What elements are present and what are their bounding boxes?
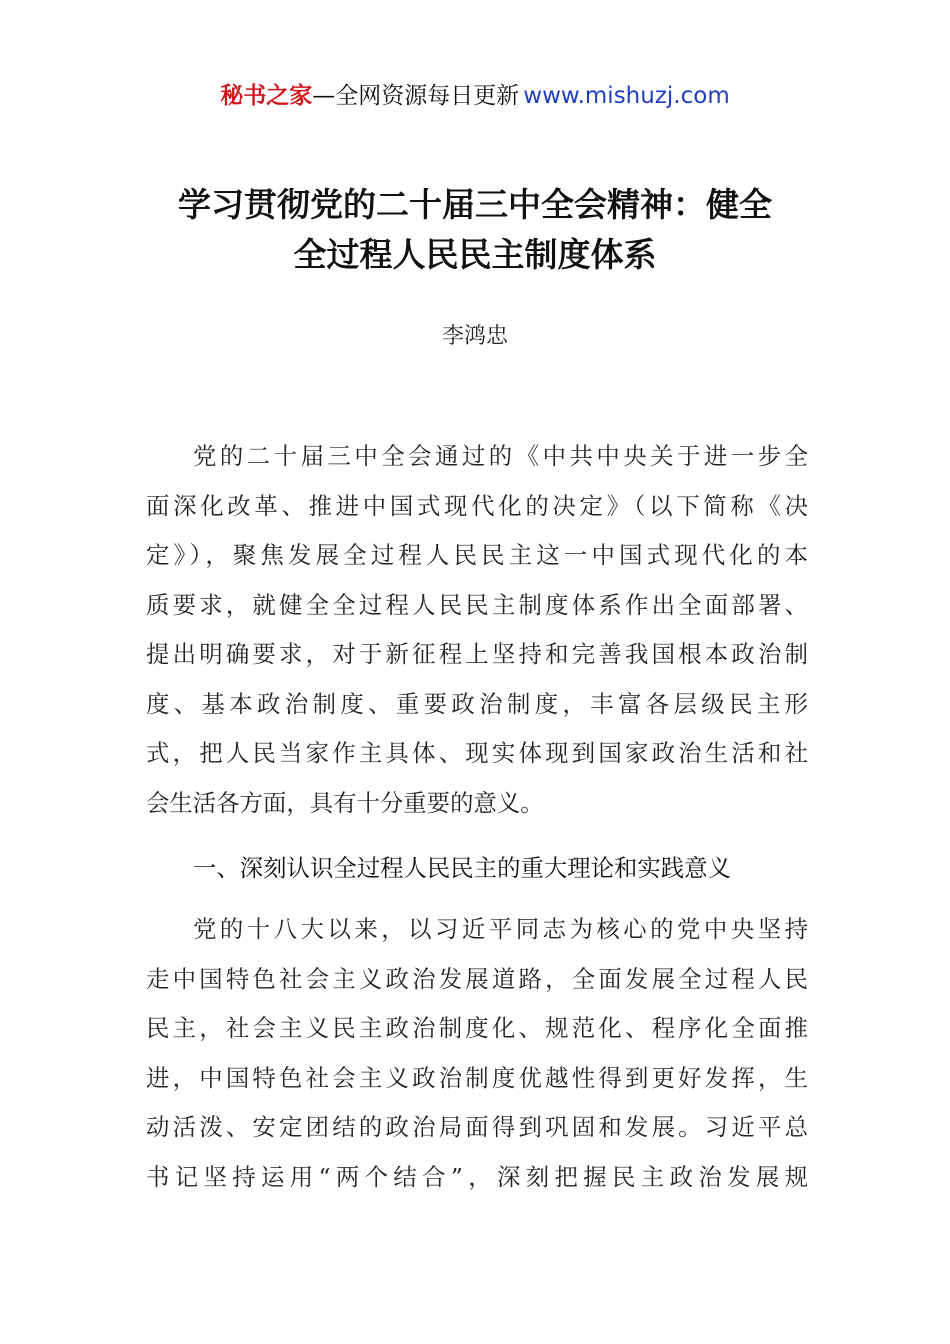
author-name: 李鸿忠: [441, 324, 508, 349]
paragraph-line: 动活泼、安定团结的政治局面得到巩固和发展。习近平总: [146, 1113, 808, 1141]
paragraph-section1: [146, 905, 808, 1202]
paragraph-line: 走中国特色社会主义政治发展道路，全面发展全过程人民: [146, 964, 808, 993]
paragraph-line: 进，中国特色社会主义政治制度优越性得到更好发挥，生: [146, 1063, 808, 1092]
paragraph-line: 会生活各方面，具有十分重要的意义。: [146, 788, 544, 817]
paragraph-line: 党的二十届三中全会通过的《中共中央关于进一步全: [193, 442, 808, 470]
title-line-2: 全过程人民民主制度体系: [293, 235, 657, 274]
site-brand: 秘书之家: [220, 83, 313, 109]
paragraph-line: 式，把人民当家作主具体、现实体现到国家政治生活和社: [146, 739, 808, 767]
paragraph-line: 书记坚持运用“两个结合”，深刻把握民主政治发展规: [146, 1162, 808, 1191]
paragraph-line: 质要求，就健全全过程人民民主制度体系作出全面部署、: [146, 590, 808, 619]
site-url-link[interactable]: www.mishuzj.com: [523, 83, 730, 109]
paragraph-line: 民主，社会主义民主政治制度化、规范化、程序化全面推: [146, 1014, 808, 1042]
site-tagline: —全网资源每日更新: [312, 83, 520, 109]
title-line-1: 学习贯彻党的二十届三中全会精神：健全: [178, 185, 772, 224]
paragraph-line: 提出明确要求，对于新征程上坚持和完善我国根本政治制: [146, 640, 808, 668]
site-banner: [0, 80, 950, 112]
section-heading-1: 一、深刻认识全过程人民民主的重大理论和实践意义: [193, 854, 731, 882]
paragraph-line: 党的十八大以来，以习近平同志为核心的党中央坚持: [193, 915, 808, 943]
paragraph-intro: [146, 432, 808, 828]
paragraph-line: 定》），聚焦发展全过程人民民主这一中国式现代化的本: [146, 541, 808, 569]
paragraph-line: 面深化改革、推进中国式现代化的决定》（以下简称《决: [146, 491, 808, 520]
paragraph-line: 度、基本政治制度、重要政治制度，丰富各层级民主形: [146, 689, 808, 718]
document-title: [100, 180, 850, 280]
